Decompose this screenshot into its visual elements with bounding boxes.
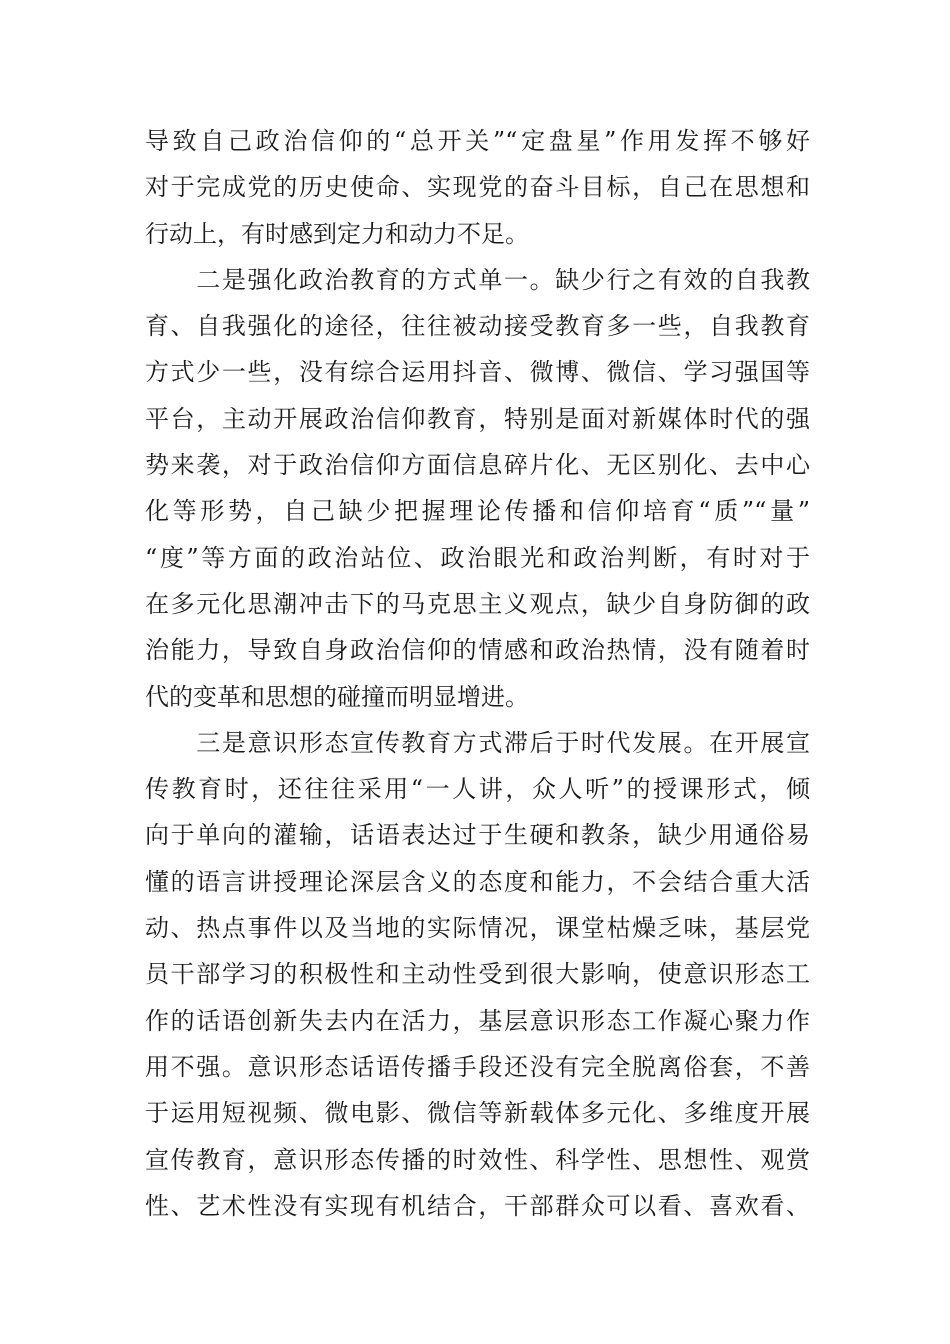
text-line: 势来袭，对于政治信仰方面信息碎片化、无区别化、去中心 (145, 451, 810, 480)
body-text (145, 118, 810, 1229)
text-line: 对于完成党的历史使命、实现党的奋斗目标，自己在思想和 (145, 173, 810, 202)
text-line: 宣传教育，意识形态传播的时效性、科学性、思想性、观赏 (145, 1145, 810, 1174)
text-line: 代的变革和思想的碰撞而明显增进。 (145, 682, 529, 711)
text-line: 懂的语言讲授理论深层含义的态度和能力，不会结合重大活 (145, 867, 810, 896)
text-line: 员干部学习的积极性和主动性受到很大影响，使意识形态工 (145, 960, 810, 989)
text-line: 于运用短视频、微电影、微信等新载体多元化、多维度开展 (145, 1099, 810, 1128)
text-line: 在多元化思潮冲击下的马克思主义观点，缺少自身防御的政 (145, 589, 810, 618)
text-line: 动、热点事件以及当地的实际情况，课堂枯燥乏味，基层党 (145, 914, 810, 943)
text-line: 三是意识形态宣传教育方式滞后于时代发展。在开展宣 (145, 728, 810, 757)
text-line: 性、艺术性没有实现有机结合，干部群众可以看、喜欢看、 (145, 1191, 810, 1220)
text-line: 化等形势，自己缺少把握理论传播和信仰培育“质”“量” (145, 497, 810, 526)
text-line: 方式少一些，没有综合运用抖音、微博、微信、学习强国等 (145, 358, 810, 387)
text-line: 作的话语创新失去内在活力，基层意识形态工作凝心聚力作 (145, 1006, 810, 1035)
text-line: “度”等方面的政治站位、政治眼光和政治判断，有时对于 (145, 543, 810, 572)
text-line: 育、自我强化的途径，往往被动接受教育多一些，自我教育 (145, 312, 810, 341)
text-line: 传教育时，还往往采用“一人讲，众人听”的授课形式，倾 (145, 775, 810, 804)
text-line: 用不强。意识形态话语传播手段还没有完全脱离俗套，不善 (145, 1052, 810, 1081)
text-line: 行动上，有时感到定力和动力不足。 (145, 219, 529, 248)
text-line: 向于单向的灌输，话语表达过于生硬和教条，缺少用通俗易 (145, 821, 810, 850)
text-line: 治能力，导致自身政治信仰的情感和政治热情，没有随着时 (145, 636, 810, 665)
text-line: 平台，主动开展政治信仰教育，特别是面对新媒体时代的强 (145, 404, 810, 433)
text-line: 导致自己政治信仰的“总开关”“定盘星”作用发挥不够好 (145, 127, 810, 155)
text-line: 二是强化政治教育的方式单一。缺少行之有效的自我教 (145, 265, 810, 294)
